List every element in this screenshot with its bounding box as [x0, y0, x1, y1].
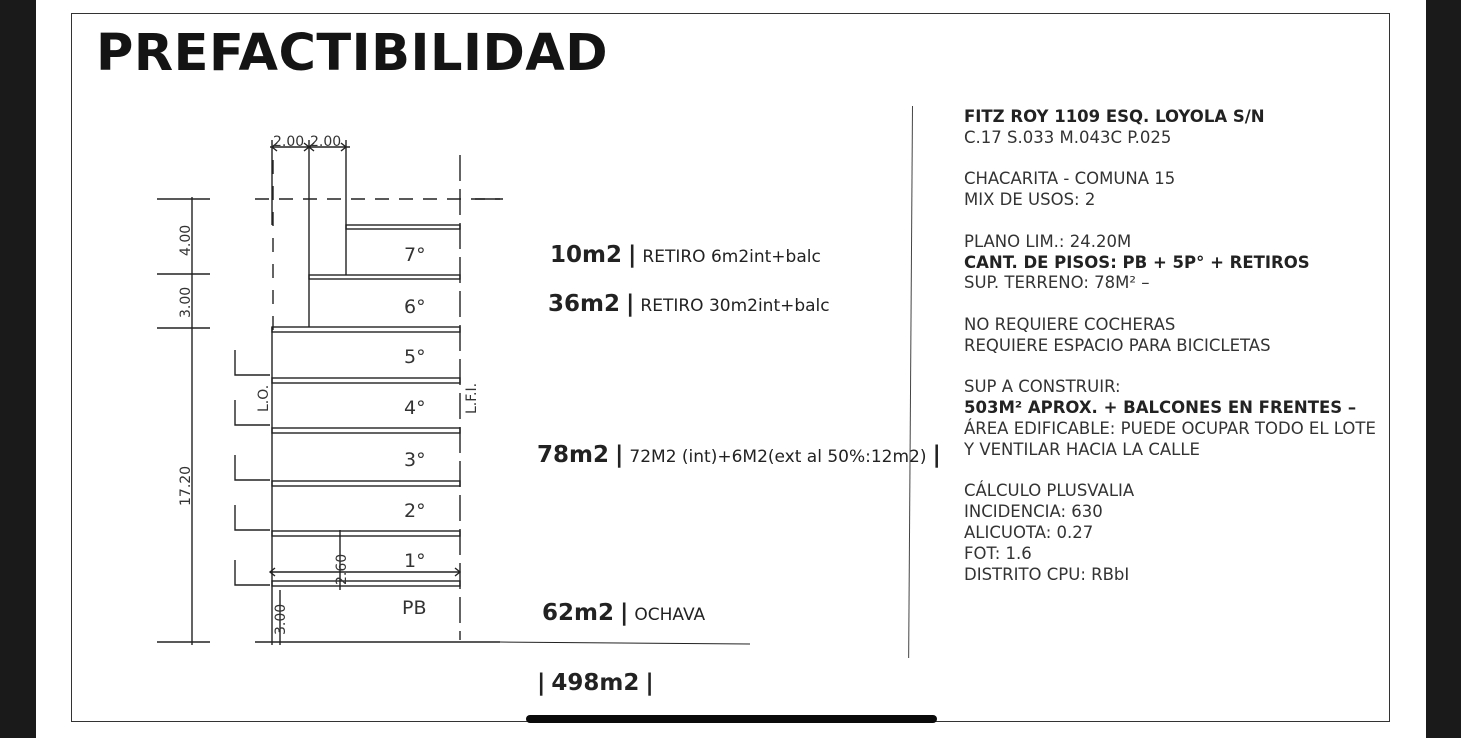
ventilation: Y VENTILAR HACIA LA CALLE — [964, 439, 1200, 459]
plusvalia-heading: CÁLCULO PLUSVALIA — [964, 481, 1135, 501]
property-info — [964, 107, 1384, 585]
build-surface-label: SUP A CONSTRUIR: — [964, 377, 1121, 397]
label-lo: L.O. — [256, 384, 272, 412]
separator: | — [625, 291, 635, 317]
separator: | — [537, 670, 546, 696]
separator: | — [619, 600, 629, 626]
cadastral-ref: C.17 S.033 M.043C P.025 — [964, 127, 1172, 147]
annotation-area: 36m2 — [548, 291, 620, 317]
separator: | — [614, 442, 624, 468]
dim-bottom-3: 3.00 — [273, 603, 289, 635]
annotation-floor6 — [548, 291, 830, 317]
incidencia: INCIDENCIA: 630 — [964, 502, 1103, 522]
total-area: 498m2 — [551, 670, 640, 696]
annotation-typical-floor — [537, 442, 947, 468]
annotation-area: 10m2 — [550, 242, 622, 268]
plano-limite: PLANO LIM.: 24.20M — [964, 231, 1132, 251]
label-lfi: L.F.I. — [464, 382, 480, 414]
buildable-area: ÁREA EDIFICABLE: PUEDE OCUPAR TODO EL LOTE — [964, 418, 1376, 438]
annotation-area: 78m2 — [537, 442, 609, 468]
separator: | — [627, 242, 637, 268]
annotation-area: 62m2 — [542, 600, 614, 626]
floor-label-4: 4° — [404, 397, 426, 419]
floor-label-5: 5° — [404, 346, 426, 368]
lot-surface: SUP. TERRENO: 78M² – — [964, 273, 1150, 293]
annotation-desc: RETIRO 30m2int+balc — [640, 296, 830, 316]
dim-left-1720: 17.20 — [178, 465, 194, 506]
floor-label-3: 3° — [404, 449, 426, 471]
address: FITZ ROY 1109 ESQ. LOYOLA S/N — [964, 107, 1265, 126]
dim-top-right: 2.00 — [310, 134, 342, 150]
annotation-total — [531, 670, 660, 696]
floor-label-6: 6° — [404, 296, 426, 318]
floor-label-7: 7° — [404, 244, 426, 266]
annotation-ground-floor — [542, 600, 705, 626]
annotation-desc: RETIRO 6m2int+balc — [642, 247, 821, 267]
floor-label-2: 2° — [404, 500, 426, 522]
annotation-desc: 72M2 (int)+6M2(ext al 50%:12m2) — [629, 447, 927, 467]
build-surface-value: 503M² APROX. + BALCONES EN FRENTES – — [964, 398, 1357, 418]
fot: FOT: 1.6 — [964, 543, 1032, 563]
floor-label-1: 1° — [404, 550, 426, 572]
floor-count: CANT. DE PISOS: PB + 5P° + RETIROS — [964, 252, 1310, 272]
home-indicator[interactable] — [526, 715, 937, 723]
dim-260: 2.60 — [334, 553, 350, 585]
dim-top-left: 2.00 — [273, 134, 305, 150]
mixed-use: MIX DE USOS: 2 — [964, 190, 1096, 210]
page-title: PREFACTIBILIDAD — [96, 24, 609, 83]
zoning-district: DISTRITO CPU: RBbI — [964, 564, 1130, 584]
alicuota: ALICUOTA: 0.27 — [964, 522, 1094, 542]
dim-left-4: 4.00 — [178, 224, 194, 256]
annotation-floor7 — [550, 242, 821, 268]
parking-requirement: NO REQUIERE COCHERAS — [964, 314, 1176, 334]
separator: | — [645, 670, 654, 696]
floor-label-pb: PB — [402, 597, 427, 619]
neighborhood: CHACARITA - COMUNA 15 — [964, 169, 1176, 189]
annotation-desc: OCHAVA — [634, 605, 706, 625]
separator: | — [932, 442, 941, 468]
bicycle-requirement: REQUIERE ESPACIO PARA BICICLETAS — [964, 335, 1271, 355]
dim-left-3: 3.00 — [178, 286, 194, 318]
